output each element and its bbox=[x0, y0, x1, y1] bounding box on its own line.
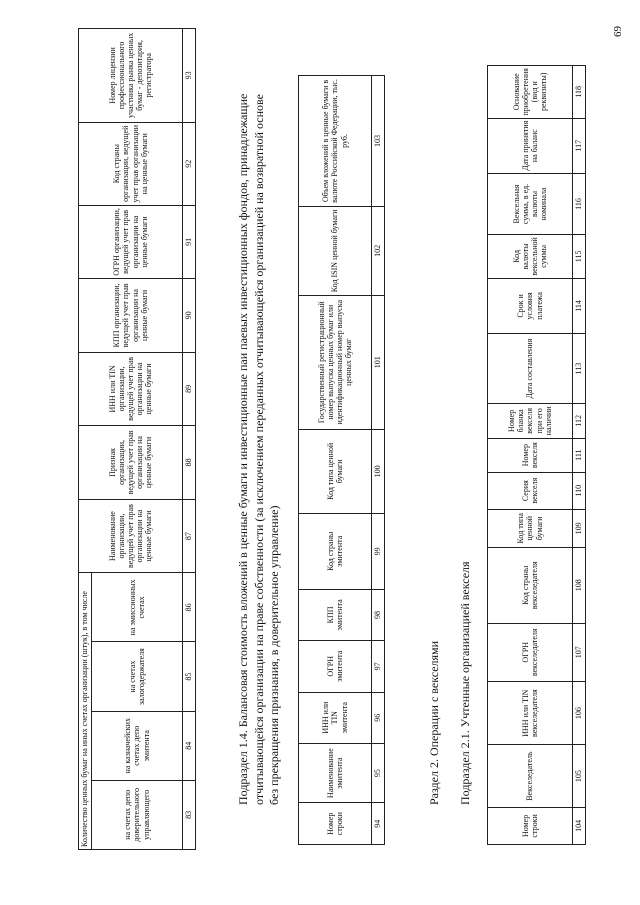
column-number: 117 bbox=[573, 118, 586, 173]
table2-header: Код страны эмитента bbox=[299, 513, 372, 589]
table2-header: Номер строки bbox=[299, 803, 372, 845]
column-number: 106 bbox=[573, 681, 586, 745]
column-number: 93 bbox=[183, 29, 196, 123]
table-balance-value bbox=[298, 75, 385, 845]
page-number: 69 bbox=[612, 26, 624, 37]
column-number: 118 bbox=[573, 66, 586, 119]
table3-header: ИНН или TIN векселедателя bbox=[488, 681, 573, 745]
table1-header: Код страны организации, ведущей учет прав организации на ценные бумаги bbox=[79, 122, 183, 205]
table-securities-accounts bbox=[78, 28, 196, 850]
column-number: 90 bbox=[183, 279, 196, 353]
column-number: 101 bbox=[372, 295, 385, 429]
column-number: 113 bbox=[573, 334, 586, 404]
table1-header: ИНН или TIN организации, ведущей учет прав организации на ценные бумаги bbox=[79, 352, 183, 426]
column-number: 104 bbox=[573, 807, 586, 844]
column-number: 96 bbox=[372, 692, 385, 743]
table-bills bbox=[487, 65, 586, 845]
table1-header: Наименование организации, ведущей учет прав организации на ценные бумаги bbox=[79, 499, 183, 573]
column-number: 91 bbox=[183, 205, 196, 279]
table2-header: ОГРН эмитента bbox=[299, 641, 372, 692]
column-number: 116 bbox=[573, 173, 586, 234]
table3-header: Серия векселя bbox=[488, 472, 573, 509]
column-number: 110 bbox=[573, 472, 586, 509]
table3-header: Вексельная сумма, в ед. валюты номинала bbox=[488, 173, 573, 234]
column-number: 103 bbox=[372, 76, 385, 207]
table3-header: Код страны векселедателя bbox=[488, 547, 573, 623]
table3-header: Номер бланка векселя при его наличии bbox=[488, 403, 573, 438]
column-number: 85 bbox=[183, 642, 196, 712]
table3-header: ОГРН векселедателя bbox=[488, 623, 573, 681]
column-number: 99 bbox=[372, 513, 385, 589]
table1-header: ОГРН организации, ведущей учет прав организации на ценные бумаги bbox=[79, 205, 183, 279]
column-number: 92 bbox=[183, 122, 196, 205]
table1-header: Номер лицензии профессионального участника рынка ценных бумаг - депозитария, регистратора bbox=[79, 29, 183, 123]
column-number: 115 bbox=[573, 235, 586, 278]
table3-header: Номер векселя bbox=[488, 438, 573, 472]
table3-header: Срок и условия платежа bbox=[488, 278, 573, 334]
table2-header: ИНН или TIN эмитента bbox=[299, 692, 372, 743]
table2-header: Государственный регистрационный номер выпуска ценных бумаг или идентификационный номер выпуска ценных бумаг bbox=[299, 295, 372, 429]
table1-subheader: на эмиссионных счетах bbox=[92, 573, 183, 642]
subsection-2-1-title: Подраздел 2.1. Учтенные организацией векселя bbox=[458, 561, 472, 805]
column-number: 111 bbox=[573, 438, 586, 472]
table2-header: Код ISIN ценной бумаги bbox=[299, 206, 372, 295]
column-number: 105 bbox=[573, 745, 586, 807]
column-number: 86 bbox=[183, 573, 196, 642]
section-2-title: Раздел 2. Операции с векселями bbox=[427, 640, 441, 805]
table3-header: Дата принятия на баланс bbox=[488, 118, 573, 173]
table1-subheader: на счетах депо доверительного управляющего bbox=[92, 780, 183, 849]
column-number: 97 bbox=[372, 641, 385, 692]
column-number: 84 bbox=[183, 711, 196, 780]
table3-header: Код валюты вексельной суммы bbox=[488, 235, 573, 278]
table1-header: КПП организации, ведущей учет прав организации на ценные бумаги bbox=[79, 279, 183, 353]
table2-header: Код типа ценной бумаги bbox=[299, 429, 372, 513]
table2-header: КПП эмитента bbox=[299, 589, 372, 640]
table1-header: Признак организации, ведущей учет прав организации на ценные бумаги bbox=[79, 426, 183, 500]
table1-group-header: Количество ценных бумаг на иных счетах организации (штук), в том числе bbox=[79, 573, 92, 850]
table3-header: Дата составления bbox=[488, 334, 573, 404]
table2-header: Наименование эмитента bbox=[299, 743, 372, 803]
table1-subheader: на счетах залогодержателя bbox=[92, 642, 183, 712]
table3-header: Номер строки bbox=[488, 807, 573, 844]
column-number: 109 bbox=[573, 509, 586, 547]
column-number: 95 bbox=[372, 743, 385, 803]
column-number: 83 bbox=[183, 780, 196, 849]
column-number: 98 bbox=[372, 589, 385, 640]
column-number: 107 bbox=[573, 623, 586, 681]
column-number: 89 bbox=[183, 352, 196, 426]
column-number: 114 bbox=[573, 278, 586, 334]
table1-subheader: на казначейских счетах депо эмитента bbox=[92, 711, 183, 780]
table3-header: Код типа ценной бумаги bbox=[488, 509, 573, 547]
table2-header: Объем вложений в ценные бумаги в валюте Российской Федерации, тыс. руб. bbox=[299, 76, 372, 207]
column-number: 88 bbox=[183, 426, 196, 500]
column-number: 100 bbox=[372, 429, 385, 513]
column-number: 87 bbox=[183, 499, 196, 573]
table3-header: Векселедатель bbox=[488, 745, 573, 807]
table3-header: Основание приобретения (вид и реквизиты) bbox=[488, 66, 573, 119]
column-number: 112 bbox=[573, 403, 586, 438]
column-number: 108 bbox=[573, 547, 586, 623]
column-number: 94 bbox=[372, 803, 385, 845]
column-number: 102 bbox=[372, 206, 385, 295]
section-1-4-title: Подраздел 1.4. Балансовая стоимость вложений в ценные бумаги и инвестиционные паи паевых инвестиционных фондов, принадлежащие отчитывающейся организации на праве собственности (за исключением переданных отчитывающейся организацией на возвратной основе без прекращения признания, в доверительное управление) bbox=[236, 93, 282, 805]
